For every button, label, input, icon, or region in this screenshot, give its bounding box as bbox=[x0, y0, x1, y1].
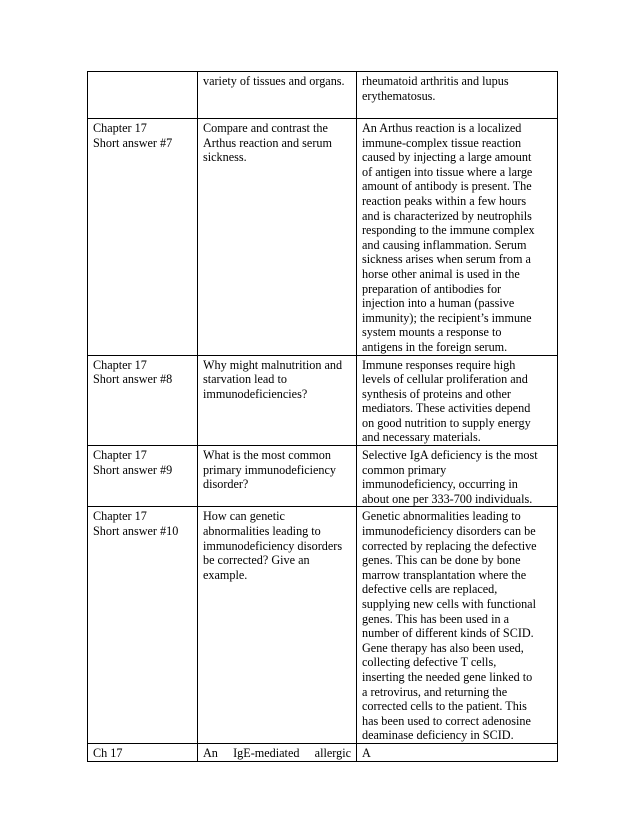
question-text: Why might malnutrition and starvation lead to immunodeficiencies? bbox=[203, 357, 343, 401]
question-cell bbox=[198, 507, 357, 744]
chapter-reference-cell bbox=[88, 355, 198, 446]
question-cell bbox=[198, 355, 357, 446]
answer-text: Genetic abnormalities leading to immunodeficiency disorders can be corrected by replacing the defective genes. This can be done by bone marrow transplantation where the defective cells are replaced, supplying new cells with functional genes. This has been used in a number of different kinds of SCID. Gene therapy has also been used, collecting defective T cells, inserting the needed gene linked to a retrovirus, and returning the corrected cells to the patient. This has been used to correct adenosine deaminase deficiency in SCID. bbox=[362, 509, 537, 743]
table-row bbox=[88, 119, 558, 356]
chapter-reference: Ch 17 bbox=[93, 745, 123, 760]
question-text: An IgE-mediated allergic bbox=[203, 745, 351, 760]
chapter-reference-cell bbox=[88, 446, 198, 507]
chapter-reference: Chapter 17 Short answer #9 bbox=[93, 448, 173, 477]
table-row bbox=[88, 72, 558, 119]
answer-cell bbox=[357, 507, 558, 744]
answer-cell bbox=[357, 743, 558, 761]
table-row bbox=[88, 446, 558, 507]
answer-text: Selective IgA deficiency is the most common primary immunodeficiency, occurring in about one per 333-700 individuals. bbox=[362, 448, 538, 506]
chapter-reference: Chapter 17 Short answer #10 bbox=[93, 509, 179, 539]
answer-cell bbox=[357, 119, 558, 356]
question-text: What is the most common primary immunodeficiency disorder? bbox=[203, 448, 337, 492]
table-row bbox=[88, 743, 558, 761]
chapter-reference-cell bbox=[88, 72, 198, 119]
question-cell bbox=[198, 446, 357, 507]
question-cell bbox=[198, 119, 357, 356]
answer-text: rheumatoid arthritis and lupus erythematosus. bbox=[362, 74, 509, 103]
answer-cell bbox=[357, 446, 558, 507]
qa-table bbox=[87, 71, 558, 762]
table-row bbox=[88, 507, 558, 744]
answer-text: A bbox=[362, 745, 371, 760]
question-text: How can genetic abnormalities leading to immunodeficiency disorders be corrected? Give an example. bbox=[203, 509, 343, 582]
answer-text: An Arthus reaction is a localized immune-complex tissue reaction caused by injecting a large amount of antigen into tissue where a large amount of antibody is present. The reaction peaks within a few hours and is characterized by neutrophils responding to the immune complex and causing inflammation. Serum sickness arises when serum from a horse other animal is used in the preparation of antibodies for injection into a human (passive immunity); the recipient’s immune system mounts a response to antigens in the foreign serum. bbox=[362, 121, 535, 354]
question-text: Compare and contrast the Arthus reaction and serum sickness. bbox=[203, 121, 332, 165]
chapter-reference-cell bbox=[88, 743, 198, 761]
chapter-reference-cell bbox=[88, 507, 198, 744]
chapter-reference-cell bbox=[88, 119, 198, 356]
table-row bbox=[88, 355, 558, 446]
chapter-reference: Chapter 17 Short answer #8 bbox=[93, 357, 173, 387]
question-cell bbox=[198, 72, 357, 119]
question-text: variety of tissues and organs. bbox=[203, 74, 345, 88]
chapter-reference: Chapter 17 Short answer #7 bbox=[93, 121, 173, 150]
answer-cell bbox=[357, 355, 558, 446]
answer-cell bbox=[357, 72, 558, 119]
answer-text: Immune responses require high levels of cellular proliferation and synthesis of proteins and other mediators. These activities depend on good nutrition to supply energy and necessary materials. bbox=[362, 357, 531, 445]
question-cell bbox=[198, 743, 357, 761]
